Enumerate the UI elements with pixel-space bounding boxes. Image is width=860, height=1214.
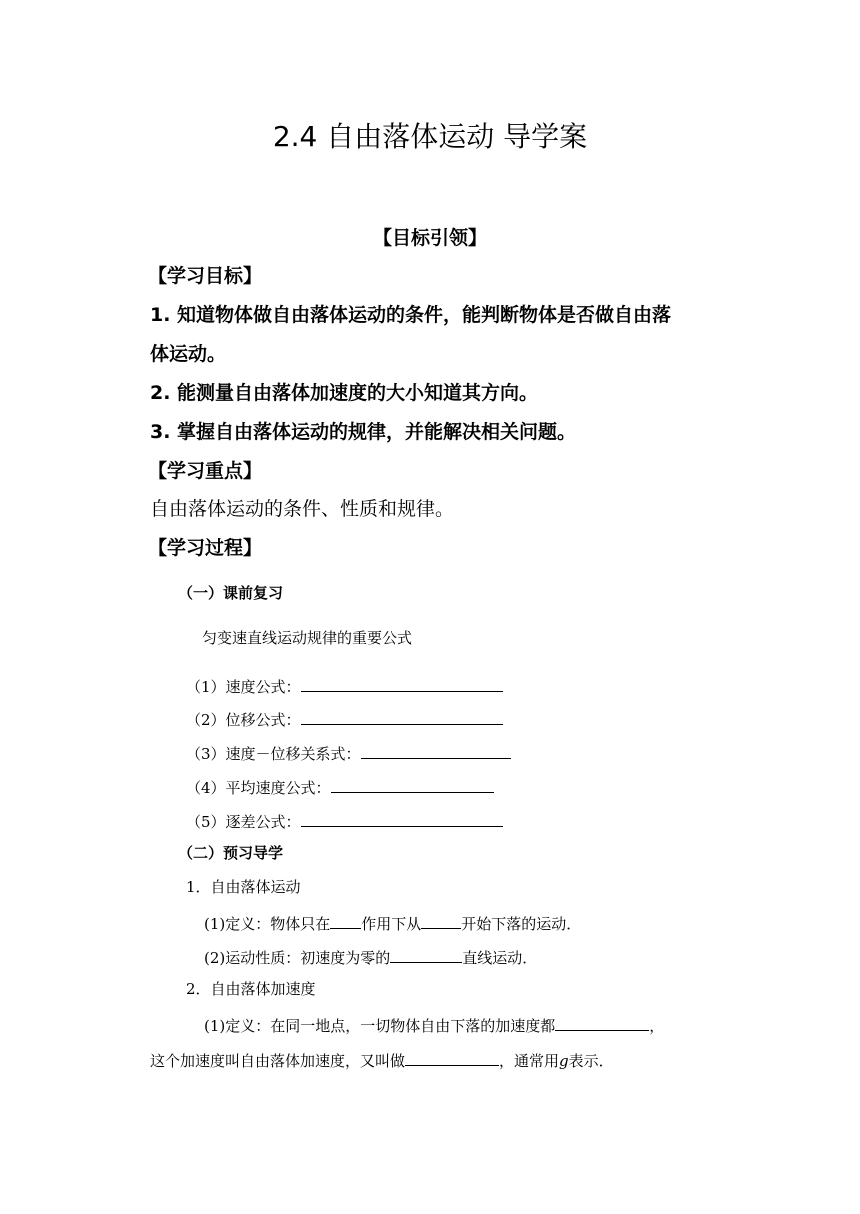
formula-row-1: [186, 677, 503, 695]
definition-1-part-c: 开始下落的运动．: [461, 915, 582, 933]
property-blank[interactable]: [390, 948, 462, 963]
review-intro: 匀变速直线运动规律的重要公式: [202, 629, 413, 647]
definition-1-blank-2[interactable]: [421, 914, 461, 929]
preview-item-2: 2．自由落体加速度: [186, 980, 316, 998]
property-part-a: (2)运动性质：初速度为零的: [204, 949, 391, 967]
formula-blank-1[interactable]: [301, 677, 503, 692]
definition-2-comma: ，: [649, 1017, 665, 1035]
process-heading: 【学习过程】: [148, 537, 263, 559]
formula-row-4: [186, 778, 494, 796]
formula-row-5: [186, 812, 503, 830]
key-text: 自由落体运动的条件、性质和规律。: [150, 498, 455, 520]
definition-2-part-a: (1)定义：在同一地点，一切物体自由下落的加速度都: [204, 1017, 556, 1035]
goal-3: 3. 掌握自由落体运动的规律，并能解决相关问题。: [150, 421, 577, 443]
formula-blank-5[interactable]: [301, 812, 503, 827]
definition-1-part-b: 作用下从: [361, 915, 422, 933]
gravity-symbol: g: [559, 1052, 569, 1070]
preview-heading: （二）预习导学: [178, 844, 284, 862]
definition-1: [204, 914, 581, 932]
formula-blank-4[interactable]: [331, 778, 494, 793]
formula-label-1: （1）速度公式：: [186, 678, 301, 696]
goal-1-line-1: 1. 知道物体做自由落体运动的条件，能判断物体是否做自由落: [150, 304, 672, 326]
formula-label-5: （5）逐差公式：: [186, 813, 301, 831]
goal-1-line-2: 体运动。: [150, 343, 227, 365]
formula-label-3: （3）速度－位移关系式：: [186, 745, 361, 763]
formula-blank-2[interactable]: [301, 710, 503, 725]
definition-2-blank-1[interactable]: [555, 1016, 649, 1031]
property-line: [204, 948, 537, 966]
formula-row-3: [186, 744, 511, 762]
section-goal-heading: 【目标引领】: [372, 227, 487, 249]
formula-label-4: （4）平均速度公式：: [186, 779, 331, 797]
review-heading: （一）课前复习: [178, 584, 284, 602]
preview-item-1: 1．自由落体运动: [186, 878, 301, 896]
formula-label-2: （2）位移公式：: [186, 711, 301, 729]
key-heading: 【学习重点】: [148, 460, 263, 482]
definition-2-part-e: 表示．: [568, 1052, 614, 1070]
definition-2-part-d: ，通常用: [499, 1052, 560, 1070]
goals-heading: 【学习目标】: [148, 265, 263, 287]
definition-2-blank-2[interactable]: [405, 1051, 499, 1066]
formula-row-2: [186, 710, 503, 728]
definition-2-line-1: [204, 1016, 664, 1034]
definition-2-part-c: 这个加速度叫自由落体加速度，又叫做: [150, 1052, 406, 1070]
goal-2: 2. 能测量自由落体加速度的大小知道其方向。: [150, 382, 539, 404]
property-part-b: 直线运动．: [462, 949, 538, 967]
definition-2-line-2: [150, 1051, 614, 1069]
formula-blank-3[interactable]: [361, 744, 511, 759]
page-title: 2.4 自由落体运动 导学案: [272, 120, 588, 153]
definition-1-part-a: (1)定义：物体只在: [204, 915, 331, 933]
definition-1-blank-1[interactable]: [330, 914, 361, 929]
